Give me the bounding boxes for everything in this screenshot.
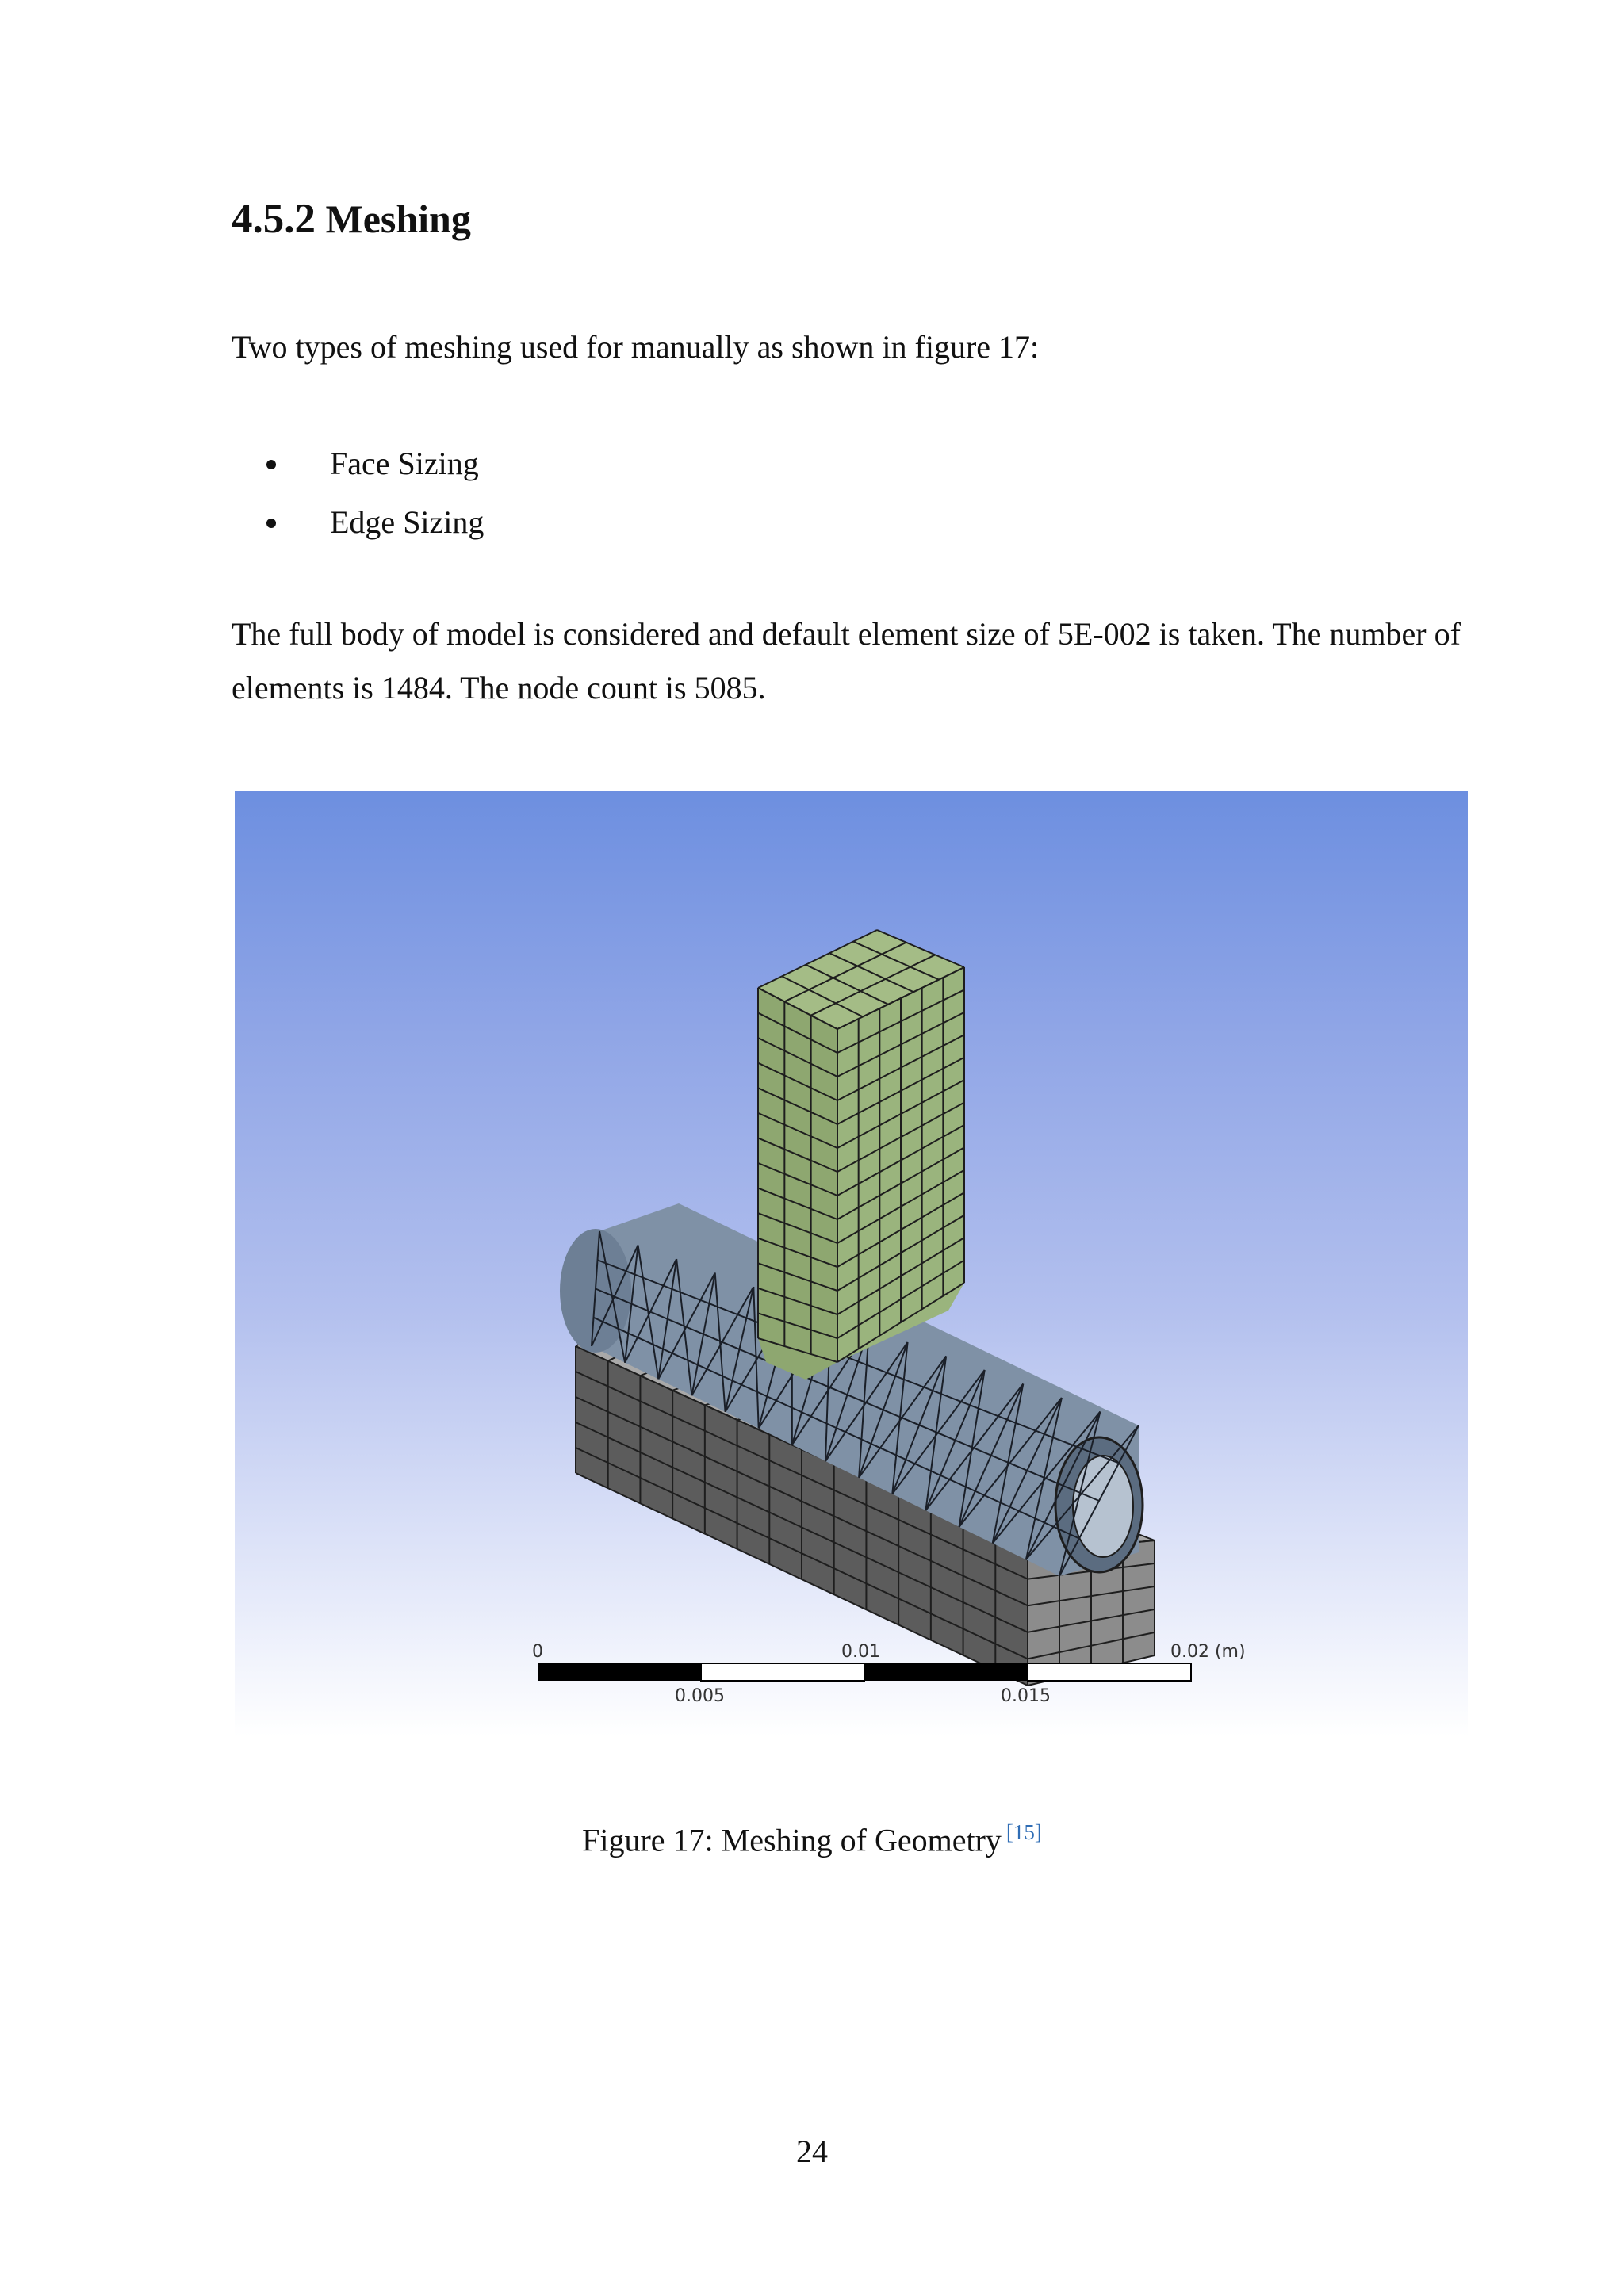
scale-segment-2 [701,1663,864,1681]
list-item [232,493,484,552]
mesh-illustration [235,791,1468,1736]
list-item-label: Face Sizing [330,446,479,481]
section-title: Meshing [325,197,471,241]
caption-text: Figure 17: Meshing of Geometry [582,1822,1002,1858]
intro-paragraph: Two types of meshing used for manually as shown in figure 17: [232,329,1040,365]
section-number: 4.5.2 [232,196,316,242]
bullet-icon [266,460,276,469]
list-item [232,434,484,493]
meshing-types-list [232,434,484,552]
bullet-icon [266,519,276,528]
scale-label-0-01: 0.01 [841,1642,880,1662]
body-paragraph: The full body of model is considered and default element size of 5E-002 is taken. The number of elements is 1484. The node count is 5085. [232,616,1461,706]
scale-label-0-005: 0.005 [675,1686,725,1706]
scale-label-0-015: 0.015 [1001,1686,1051,1706]
citation-link[interactable]: [15] [1005,1820,1042,1844]
mesh-figure [235,791,1468,1736]
scale-segment-4 [1028,1663,1191,1681]
section-heading [232,198,471,240]
tube-inner-opening [1073,1456,1133,1557]
page-number: 24 [796,2133,828,2169]
scale-label-0: 0 [532,1642,543,1662]
top-block [758,930,964,1380]
list-item-label: Edge Sizing [330,504,485,540]
scale-label-0-02: 0.02 (m) [1170,1642,1246,1662]
scale-segment-3 [864,1663,1028,1681]
scale-segment-1 [538,1663,701,1681]
figure-caption [0,1812,1624,1860]
